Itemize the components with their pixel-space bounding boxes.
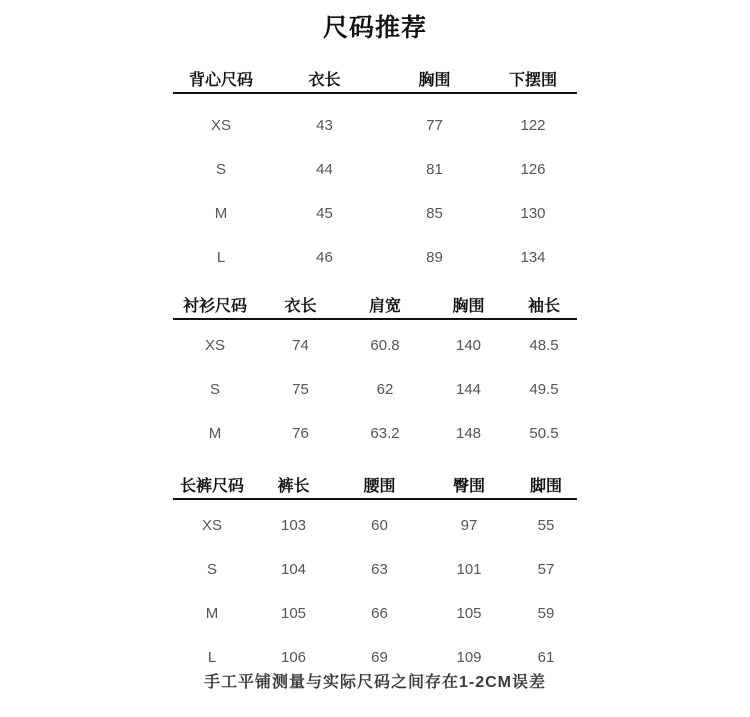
value-cell: 63 [371, 560, 388, 578]
value-cell: 105 [456, 604, 482, 622]
header-cell: 长裤尺码 [179, 477, 244, 495]
table-body [173, 94, 577, 279]
size-cell: L [207, 648, 217, 666]
page-title: 尺码推荐 [322, 14, 427, 42]
header-cell: 衣长 [284, 297, 317, 315]
size-cell: M [214, 204, 228, 222]
size-cell: S [209, 380, 220, 398]
size-cell: M [208, 424, 222, 442]
header-cell: 腰围 [363, 477, 396, 495]
header-cell: 衣长 [308, 71, 341, 89]
table-row [173, 235, 577, 279]
header-cell: 胸围 [418, 71, 451, 89]
size-cell: M [205, 604, 219, 622]
value-cell: 62 [376, 380, 394, 398]
value-cell: 106 [280, 648, 307, 666]
value-cell: 104 [280, 560, 307, 578]
table-body [173, 320, 577, 455]
value-cell: 105 [280, 604, 307, 622]
value-cell: 60 [371, 516, 388, 534]
value-cell: 101 [456, 560, 482, 578]
pants-size-table [173, 470, 577, 679]
shirt-size-table [173, 290, 577, 455]
size-cell: XS [204, 336, 225, 354]
value-cell: 55 [537, 516, 555, 534]
table-row [173, 147, 577, 191]
table-row [173, 547, 577, 591]
value-cell: 97 [460, 516, 478, 534]
table-header-row [173, 64, 577, 94]
header-cell: 裤长 [277, 477, 310, 495]
header-cell: 胸围 [452, 297, 485, 315]
value-cell: 50.5 [529, 424, 559, 442]
value-cell: 61 [537, 648, 555, 666]
table-header-row [173, 470, 577, 500]
value-cell: 144 [455, 380, 482, 398]
table-row [173, 191, 577, 235]
value-cell: 69 [371, 648, 388, 666]
value-cell: 130 [520, 204, 546, 222]
value-cell: 63.2 [370, 424, 400, 442]
table-header-row [173, 290, 577, 320]
value-cell: 109 [456, 648, 482, 666]
value-cell: 57 [537, 560, 555, 578]
value-cell: 59 [537, 604, 555, 622]
table-row [173, 323, 577, 367]
value-cell: 126 [520, 160, 546, 178]
value-cell: 85 [426, 204, 443, 222]
vest-size-table [173, 64, 577, 279]
value-cell: 77 [426, 116, 443, 134]
table-row [173, 411, 577, 455]
value-cell: 46 [316, 248, 333, 266]
value-cell: 66 [371, 604, 388, 622]
header-cell: 背心尺码 [188, 71, 253, 89]
value-cell: 89 [426, 248, 443, 266]
header-cell: 脚围 [529, 477, 562, 495]
size-cell: XS [210, 116, 231, 134]
size-tables [173, 64, 577, 679]
value-cell: 140 [455, 336, 482, 354]
table-row [173, 503, 577, 547]
size-cell: XS [201, 516, 222, 534]
value-cell: 122 [520, 116, 546, 134]
value-cell: 60.8 [370, 336, 400, 354]
size-cell: L [216, 248, 226, 266]
table-row [173, 591, 577, 635]
value-cell: 48.5 [529, 336, 559, 354]
value-cell: 134 [520, 248, 546, 266]
value-cell: 49.5 [529, 380, 559, 398]
measurement-note: 手工平铺测量与实际尺码之间存在1-2CM误差 [203, 674, 546, 691]
value-cell: 43 [316, 116, 333, 134]
value-cell: 74 [292, 336, 309, 354]
table-body [173, 500, 577, 679]
value-cell: 76 [292, 424, 309, 442]
value-cell: 148 [455, 424, 482, 442]
table-row [173, 367, 577, 411]
table-row [173, 103, 577, 147]
header-cell: 袖长 [527, 297, 560, 315]
value-cell: 103 [280, 516, 307, 534]
header-cell: 衬衫尺码 [182, 297, 247, 315]
value-cell: 45 [316, 204, 333, 222]
size-cell: S [206, 560, 217, 578]
header-cell: 下摆围 [508, 71, 557, 89]
value-cell: 75 [292, 380, 309, 398]
value-cell: 81 [426, 160, 443, 178]
header-cell: 臀围 [452, 477, 485, 495]
header-cell: 肩宽 [368, 297, 401, 315]
value-cell: 44 [316, 160, 333, 178]
size-cell: S [215, 160, 226, 178]
